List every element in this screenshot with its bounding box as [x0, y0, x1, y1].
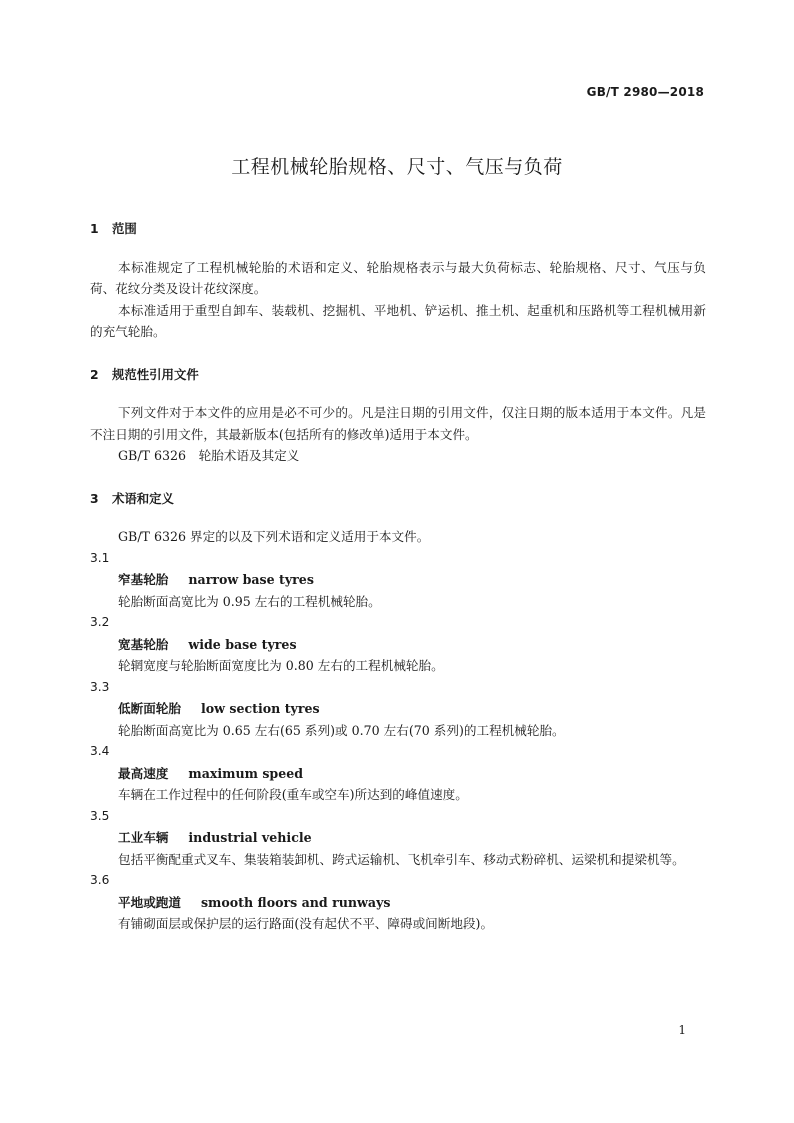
section-3-heading [90, 488, 706, 510]
normative-reference: GB/T 6326 轮胎术语及其定义 [118, 448, 300, 463]
term-number: 3.1 [90, 550, 110, 565]
term-english: maximum speed [188, 765, 304, 781]
term-definition: 轮胎断面高宽比为 0.65 左右(65 系列)或 0.70 左右(70 系列)的工程机械轮胎。 [118, 722, 565, 738]
standard-number: GB/T 2980—2018 [586, 85, 704, 99]
term-english: wide base tyres [188, 636, 297, 652]
term-chinese: 窄基轮胎 [118, 572, 169, 587]
term-number: 3.3 [90, 679, 110, 694]
term-entry [90, 892, 706, 914]
page-number: 1 [678, 1023, 686, 1037]
section-title: 术语和定义 [112, 490, 174, 506]
term-entry [90, 698, 706, 720]
term-number: 3.4 [90, 744, 110, 758]
section-3-intro: GB/T 6326 界定的以及下列术语和定义适用于本文件。 [118, 529, 430, 544]
term-number: 3.2 [90, 615, 110, 629]
section-number: 1 [90, 221, 99, 236]
section-number: 2 [90, 366, 99, 382]
section-1-heading [90, 218, 706, 240]
term-entry [90, 634, 706, 656]
term-english: low section tyres [200, 701, 320, 716]
section-1-paragraph-1: 本标准规定了工程机械轮胎的术语和定义、轮胎规格表示与最大负荷标志、轮胎规格、尺寸、气压与负荷、花纹分类及设计花纹深度。 [90, 259, 706, 296]
term-definition: 包括平衡配重式叉车、集装箱装卸机、跨式运输机、飞机牵引车、移动式粉碎机、运梁机和提梁机等。 [118, 851, 685, 867]
document-body [90, 218, 706, 935]
term-chinese: 工业车辆 [118, 830, 169, 845]
term-number: 3.6 [90, 873, 110, 887]
section-2-paragraph: 下列文件对于本文件的应用是必不可少的。凡是注日期的引用文件，仅注日期的版本适用于本文件。凡是不注日期的引用文件，其最新版本(包括所有的修改单)适用于本文件。 [90, 405, 706, 442]
section-1-paragraph-2: 本标准适用于重型自卸车、装载机、挖掘机、平地机、铲运机、推土机、起重机和压路机等工程机械用新的充气轮胎。 [90, 302, 706, 339]
document-title: 工程机械轮胎规格、尺寸、气压与负荷 [231, 156, 563, 178]
term-chinese: 宽基轮胎 [118, 636, 169, 652]
term-chinese: 最高速度 [118, 765, 169, 781]
term-entry [90, 569, 706, 591]
term-chinese: 平地或跑道 [118, 894, 181, 910]
term-definition: 有铺砌面层或保护层的运行路面(没有起伏不平、障碍或间断地段)。 [118, 916, 494, 931]
term-chinese: 低断面轮胎 [118, 701, 181, 716]
section-number: 3 [90, 490, 99, 506]
section-title: 规范性引用文件 [112, 366, 199, 382]
term-definition: 轮胎断面高宽比为 0.95 左右的工程机械轮胎。 [118, 593, 381, 609]
section-title: 范围 [112, 221, 137, 236]
term-english: industrial vehicle [188, 830, 312, 845]
term-entry [90, 763, 706, 785]
term-english: smooth floors and runways [200, 894, 391, 910]
term-entry [90, 827, 706, 849]
term-number: 3.5 [90, 808, 110, 823]
section-2-heading [90, 364, 706, 386]
term-english: narrow base tyres [188, 572, 314, 587]
term-definition: 车辆在工作过程中的任何阶段(重车或空车)所达到的峰值速度。 [118, 787, 468, 802]
term-definition: 轮辋宽度与轮胎断面宽度比为 0.80 左右的工程机械轮胎。 [118, 658, 444, 673]
